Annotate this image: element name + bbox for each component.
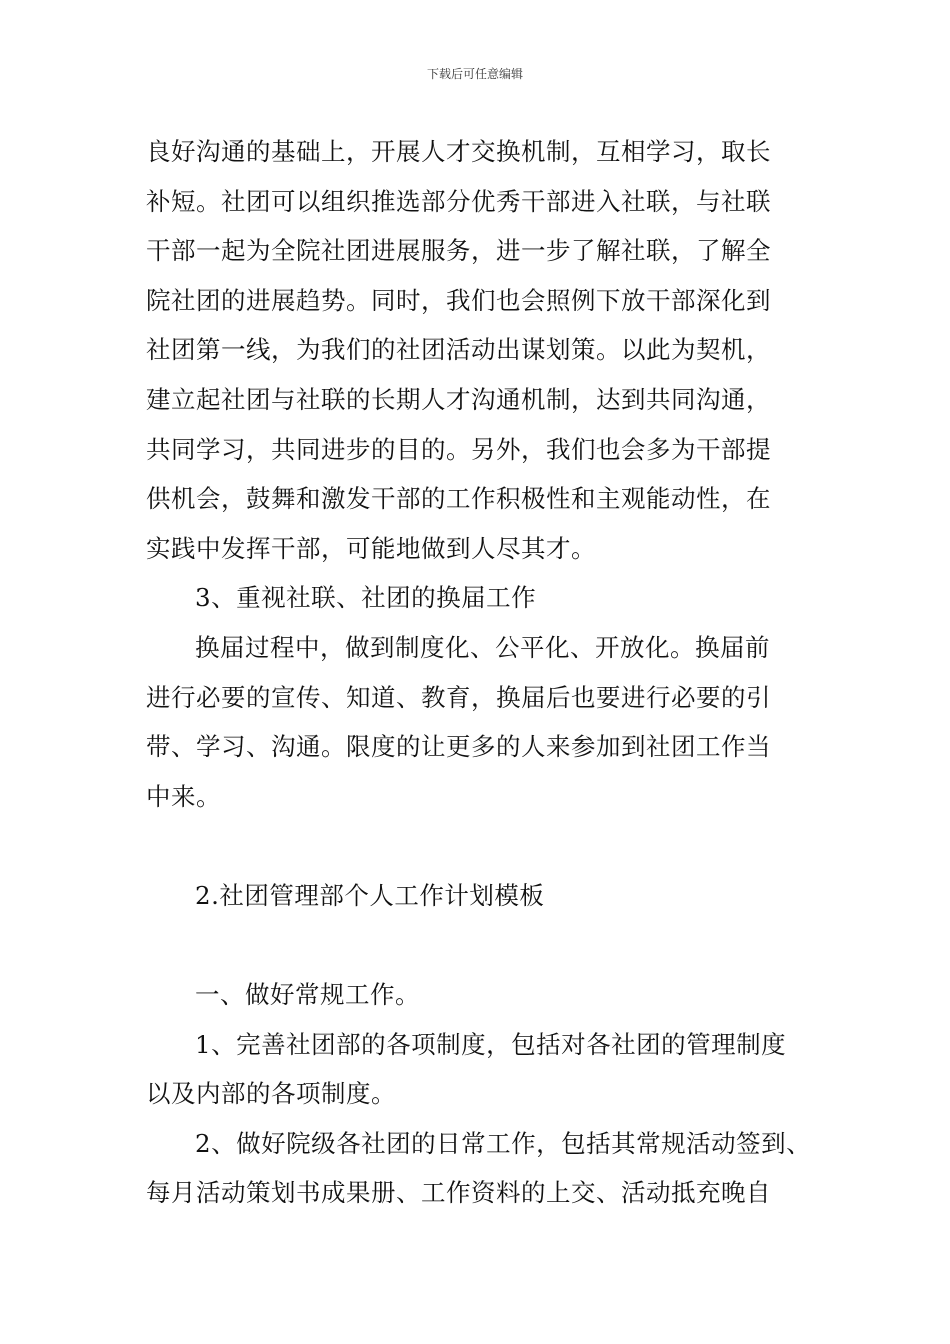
page-header: 下载后可任意编辑: [426, 67, 523, 81]
paragraph-line: 1、完善社团部的各项制度，包括对各社团的管理制度: [195, 1029, 787, 1059]
spacer: [146, 921, 826, 971]
paragraph-line: 补短。社团可以组织推选部分优秀干部进入社联，与社联: [146, 186, 771, 216]
paragraph-line: 建立起社团与社联的长期人才沟通机制，达到共同沟通，: [146, 384, 771, 414]
paragraph-line: 供机会，鼓舞和激发干部的工作积极性和主观能动性，在: [146, 484, 771, 514]
spacer: [146, 821, 826, 871]
paragraph-line: 带、学习、沟通。限度的让更多的人来参加到社团工作当: [146, 732, 771, 762]
document-title: 2.社团管理部个人工作计划模板: [195, 880, 545, 910]
section-heading: 一、做好常规工作。: [195, 980, 420, 1010]
paragraph-line: 实践中发挥干部，可能地做到人尽其才。: [146, 533, 596, 563]
paragraph-line: 共同学习，共同进步的目的。另外，我们也会多为干部提: [146, 434, 771, 464]
paragraph-line: 2、做好院级各社团的日常工作，包括其常规活动签到、: [195, 1128, 812, 1158]
document-body: [146, 127, 826, 1218]
paragraph-line: 院社团的进展趋势。同时，我们也会照例下放干部深化到: [146, 285, 771, 315]
paragraph-line: 换届过程中，做到制度化、公平化、开放化。换届前: [195, 632, 770, 662]
paragraph-line: 干部一起为全院社团进展服务，进一步了解社联，了解全: [146, 236, 771, 266]
section-heading: 3、重视社联、社团的换届工作: [195, 583, 537, 613]
paragraph-line: 进行必要的宣传、知道、教育，换届后也要进行必要的引: [146, 682, 771, 712]
paragraph-line: 良好沟通的基础上，开展人才交换机制，互相学习，取长: [146, 137, 771, 166]
paragraph-line: 社团第一线，为我们的社团活动出谋划策。以此为契机，: [146, 335, 771, 365]
paragraph-line: 以及内部的各项制度。: [146, 1079, 396, 1109]
paragraph-line: 每月活动策划书成果册、工作资料的上交、活动抵充晚自: [146, 1178, 771, 1208]
paragraph-line: 中来。: [146, 781, 221, 811]
